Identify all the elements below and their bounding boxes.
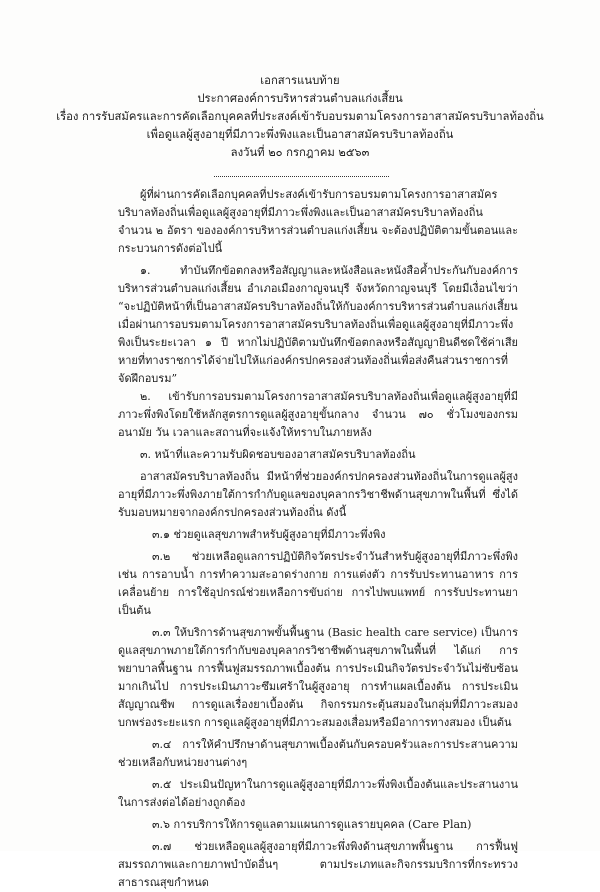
item-3-5: ๓.๕ ประเมินปัญหาในการดูแลผู้สูงอายุที่มีภาวะพึ่งพิงเบื้องต้นและประสานงานในการส่งต่อได้อย่างถูกต้อง — [118, 778, 518, 809]
subject-line-continued: เพื่อดูแลผู้สูงอายุที่มีภาวะพึ่งพิงและเป็นอาสาสมัครบริบาลท้องถิ่น — [146, 128, 454, 141]
document-body — [118, 186, 518, 892]
item-2-paragraph: ๒. เข้ารับการอบรมตามโครงการอาสาสมัครบริบาลท้องถิ่นเพื่อดูแลผู้สูงอายุที่มีภาวะพึ่งพิงโดยใช้หลักสูตรการดูแลผู้สูงอายุขั้นกลาง จำนวน ๗๐ ชั่วโมงของกรมอนามัย วัน เวลาและสถานที่จะแจ้งให้ทราบในภายหลัง — [118, 390, 518, 439]
dotted-divider — [214, 176, 389, 177]
item-3-6: ๓.๖ การบริการให้การดูแลตามแผนการดูแลรายบุคคล (Care Plan) — [152, 818, 472, 831]
item-3-heading: ๓. หน้าที่และความรับผิดชอบของอาสาสมัครบริบาลท้องถิ่น — [140, 448, 416, 461]
item-3-4: ๓.๔ การให้คำปรึกษาด้านสุขภาพเบื้องต้นกับครอบครัวและการประสานความช่วยเหลือกับหน่วยงานต่างๆ — [118, 738, 518, 769]
subject-line: เรื่อง การรับสมัครและการคัดเลือกบุคคลที่ประสงค์เข้ารับอบรมตามโครงการอาสาสมัครบริบาลท้องถิ่น — [56, 110, 544, 123]
item-3-1: ๓.๑ ช่วยดูแลสุขภาพสำหรับผู้สูงอายุที่มีภาวะพึ่งพิง — [152, 528, 386, 541]
item-3-7: ๓.๗ ช่วยเหลือดูแลผู้สูงอายุที่มีภาวะพึ่งพิงด้านสุขภาพพื้นฐาน การฟื้นฟูสมรรถภาพและกายภาพบำบัดอื่นๆ ตามประเภทและกิจกรรมบริการที่กระทรวงสาธารณสุขกำหนด — [118, 840, 518, 889]
intro-paragraph: ผู้ที่ผ่านการคัดเลือกบุคคลที่ประสงค์เข้ารับการอบรมตามโครงการอาสาสมัครบริบาลท้องถิ่นเพื่อดูแลผู้สูงอายุที่มีภาวะพึ่งพิงและเป็นอาสาสมัครบริบาลท้องถิ่น จำนวน ๒ อัตรา ขององค์การบริหารส่วนตำบลแก่งเสี้ยน จะต้องปฏิบัติตามขั้นตอนและกระบวนการดังต่อไปนี้ — [118, 188, 518, 255]
attachment-label: เอกสารแนบท้าย — [260, 74, 340, 87]
announcement-title: ประกาศองค์การบริหารส่วนตำบลแก่งเสี้ยน — [197, 92, 403, 105]
item-3-intro: อาสาสมัครบริบาลท้องถิ่น มีหน้าที่ช่วยองค์กรปกครองส่วนท้องถิ่นในการดูแลผู้สูงอายุที่มีภาวะพึ่งพิงภายใต้การกำกับดูแลของบุคลากรวิชาชีพด้านสุขภาพในพื้นที่ ซึ่งได้รับมอบหมายจากองค์กรปกครองส่วนท้องถิ่น ดังนี้ — [118, 470, 518, 519]
item-1-paragraph: ๑. ทำบันทึกข้อตกลงหรือสัญญาและหนังสือและหนังสือค้ำประกันกับองค์การบริหารส่วนตำบลแก่งเสี้ยน อำเภอเมืองกาญจนบุรี จังหวัดกาญจนบุรี โดยมีเงื่อนไขว่า “จะปฏิบัติหน้าที่เป็นอาสาสมัครบริบาลท้องถิ่นให้กับองค์การบริหารส่วนตำบลแก่งเสี้ยน เมื่อผ่านการอบรมตามโครงการอาสาสมัครบริบาลท้องถิ่นเพื่อดูแลผู้สูงอายุที่มีภาวะพึ่งพิงเป็นระยะเวลา ๑ ปี หากไม่ปฏิบัติตามบันทึกข้อตกลงหรือสัญญายินดีชดใช้ค่าเสียหายที่ทางราชการได้จ่ายไปให้แก่องค์กรปกครองส่วนท้องถิ่นเพื่อส่งคืนส่วนราชการที่จัดฝึกอบรม” — [118, 264, 518, 385]
document-header — [0, 72, 600, 162]
item-3-2: ๓.๒ ช่วยเหลือดูแลการปฏิบัติกิจวัตรประจำวันสำหรับผู้สูงอายุที่มีภาวะพึ่งพิง เช่น การอาบน้ำ การทำความสะอาดร่างกาย การแต่งตัว การรับประทานอาหาร การเคลื่อนย้าย การใช้อุปกรณ์ช่วยเหลือการขับถ่าย การไปพบแพทย์ การรับประทานยา เป็นต้น — [118, 550, 518, 617]
document-date: ลงวันที่ ๒๐ กรกฎาคม ๒๕๖๓ — [230, 146, 370, 159]
item-3-3: ๓.๓ ให้บริการด้านสุขภาพขั้นพื้นฐาน (Basic health care service) เป็นการดูแลสุขภาพภายใต้การกำกับของบุคลากรวิชาชีพด้านสุขภาพในพื้นที่ ได้แก่ การพยาบาลพื้นฐาน การฟื้นฟูสมรรถภาพเบื้องต้น การประเมินกิจวัตรประจำวันไม่ซับซ้อนมากเกินไป การประเมินภาวะซึมเศร้าในผู้สูงอายุ การทำแผลเบื้องต้น การประเมินสัญญาณชีพ การดูแลเรื่องยาเบื้องต้น กิจกรรมกระตุ้นสมองในกลุ่มที่มีภาวะสมองบกพร่องระยะแรก การดูแลผู้สูงอายุที่มีภาวะสมองเสื่อมหรือมีอาการทางสมอง เป็นต้น — [118, 626, 518, 729]
